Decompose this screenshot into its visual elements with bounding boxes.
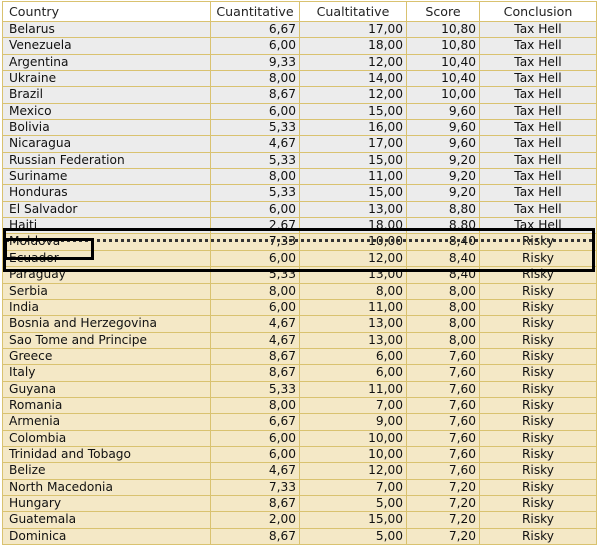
cuantitative-cell[interactable]: 5,33	[211, 382, 300, 398]
table-row	[2, 267, 597, 283]
table-row	[2, 382, 597, 398]
table-row	[2, 398, 597, 414]
cuantitative-cell[interactable]: 6,00	[211, 202, 300, 218]
score-cell[interactable]: 7,20	[407, 480, 480, 496]
cualtitative-cell[interactable]: 15,00	[300, 104, 407, 120]
cualtitative-cell[interactable]: 18,00	[300, 38, 407, 54]
cuantitative-cell[interactable]: 4,67	[211, 136, 300, 152]
country-cell[interactable]: Ukraine	[2, 71, 211, 87]
country-cell[interactable]: Belize	[2, 463, 211, 479]
country-cell[interactable]: Italy	[2, 365, 211, 381]
table-row	[2, 218, 597, 234]
score-cell[interactable]: 8,40	[407, 234, 480, 250]
cuantitative-cell[interactable]: 6,00	[211, 251, 300, 267]
conclusion-cell[interactable]: Risky	[480, 267, 597, 283]
table-row	[2, 55, 597, 71]
country-cell[interactable]: North Macedonia	[2, 480, 211, 496]
cuantitative-cell[interactable]: 5,33	[211, 267, 300, 283]
conclusion-cell[interactable]: Risky	[480, 398, 597, 414]
score-cell[interactable]: 7,60	[407, 447, 480, 463]
table-row	[2, 512, 597, 528]
score-cell[interactable]: 9,20	[407, 169, 480, 185]
cualtitative-cell[interactable]: 10,00	[300, 234, 407, 250]
table-row	[2, 447, 597, 463]
score-cell[interactable]: 7,20	[407, 529, 480, 545]
table-row	[2, 365, 597, 381]
cualtitative-cell[interactable]: 6,00	[300, 349, 407, 365]
table-row	[2, 414, 597, 430]
country-cell[interactable]: Serbia	[2, 284, 211, 300]
tax-ranking-table	[2, 1, 597, 545]
conclusion-cell[interactable]: Risky	[480, 447, 597, 463]
cualtitative-cell[interactable]: 15,00	[300, 153, 407, 169]
score-cell[interactable]: 9,20	[407, 185, 480, 201]
country-cell[interactable]: Sao Tome and Principe	[2, 333, 211, 349]
score-cell[interactable]: 8,00	[407, 316, 480, 332]
table-row	[2, 529, 597, 545]
score-cell[interactable]: 10,80	[407, 22, 480, 38]
score-cell[interactable]: 9,60	[407, 120, 480, 136]
score-cell[interactable]: 7,60	[407, 398, 480, 414]
cuantitative-cell[interactable]: 9,33	[211, 55, 300, 71]
country-cell[interactable]: Greece	[2, 349, 211, 365]
conclusion-cell[interactable]: Risky	[480, 431, 597, 447]
conclusion-cell[interactable]: Tax Hell	[480, 22, 597, 38]
table-row	[2, 71, 597, 87]
conclusion-cell[interactable]: Risky	[480, 284, 597, 300]
cuantitative-cell[interactable]: 6,00	[211, 431, 300, 447]
cualtitative-cell[interactable]: 14,00	[300, 71, 407, 87]
cualtitative-cell[interactable]: 13,00	[300, 267, 407, 283]
country-cell[interactable]: Ecuador	[2, 251, 211, 267]
table-row	[2, 333, 597, 349]
table-body	[2, 22, 597, 545]
cualtitative-cell[interactable]: 12,00	[300, 55, 407, 71]
table-row	[2, 169, 597, 185]
conclusion-cell[interactable]: Tax Hell	[480, 38, 597, 54]
country-cell[interactable]: Honduras	[2, 185, 211, 201]
country-cell[interactable]: Argentina	[2, 55, 211, 71]
cualtitative-cell[interactable]: 12,00	[300, 463, 407, 479]
cualtitative-cell[interactable]: 13,00	[300, 316, 407, 332]
country-cell[interactable]: India	[2, 300, 211, 316]
cuantitative-cell[interactable]: 8,67	[211, 496, 300, 512]
country-cell[interactable]: Bolivia	[2, 120, 211, 136]
conclusion-cell[interactable]: Risky	[480, 529, 597, 545]
conclusion-cell[interactable]: Tax Hell	[480, 136, 597, 152]
conclusion-cell[interactable]: Risky	[480, 316, 597, 332]
cuantitative-cell[interactable]: 4,67	[211, 333, 300, 349]
country-cell[interactable]: Bosnia and Herzegovina	[2, 316, 211, 332]
table-row	[2, 104, 597, 120]
country-cell[interactable]: Venezuela	[2, 38, 211, 54]
cuantitative-cell[interactable]: 5,33	[211, 153, 300, 169]
cualtitative-cell[interactable]: 13,00	[300, 333, 407, 349]
score-cell[interactable]: 8,80	[407, 218, 480, 234]
conclusion-cell[interactable]: Tax Hell	[480, 71, 597, 87]
country-cell[interactable]: Nicaragua	[2, 136, 211, 152]
cualtitative-cell[interactable]: 18,00	[300, 218, 407, 234]
score-cell[interactable]: 7,20	[407, 496, 480, 512]
score-cell[interactable]: 7,60	[407, 414, 480, 430]
score-cell[interactable]: 8,80	[407, 202, 480, 218]
cualtitative-cell[interactable]: 11,00	[300, 300, 407, 316]
conclusion-cell[interactable]: Tax Hell	[480, 153, 597, 169]
country-cell[interactable]: Mexico	[2, 104, 211, 120]
table-row	[2, 185, 597, 201]
conclusion-cell[interactable]: Risky	[480, 349, 597, 365]
table-row	[2, 431, 597, 447]
cuantitative-cell[interactable]: 8,00	[211, 71, 300, 87]
country-cell[interactable]: Romania	[2, 398, 211, 414]
country-cell[interactable]: Haiti	[2, 218, 211, 234]
country-cell[interactable]: Suriname	[2, 169, 211, 185]
country-cell[interactable]: El Salvador	[2, 202, 211, 218]
conclusion-cell[interactable]: Risky	[480, 333, 597, 349]
country-cell[interactable]: Armenia	[2, 414, 211, 430]
cuantitative-cell[interactable]: 4,67	[211, 463, 300, 479]
cuantitative-cell[interactable]: 6,00	[211, 300, 300, 316]
country-cell[interactable]: Russian Federation	[2, 153, 211, 169]
conclusion-cell[interactable]: Risky	[480, 414, 597, 430]
conclusion-cell[interactable]: Tax Hell	[480, 218, 597, 234]
table-row	[2, 202, 597, 218]
table-row	[2, 251, 597, 267]
cuantitative-cell[interactable]: 2,00	[211, 512, 300, 528]
score-cell[interactable]: 8,00	[407, 284, 480, 300]
cualtitative-cell[interactable]: 10,00	[300, 447, 407, 463]
country-cell[interactable]: Brazil	[2, 87, 211, 103]
conclusion-cell[interactable]: Tax Hell	[480, 202, 597, 218]
table-row	[2, 136, 597, 152]
table-row	[2, 316, 597, 332]
table-header-row	[2, 1, 597, 22]
cuantitative-cell[interactable]: 2,67	[211, 218, 300, 234]
conclusion-cell[interactable]: Risky	[480, 234, 597, 250]
score-cell[interactable]: 7,60	[407, 382, 480, 398]
country-cell[interactable]: Guatemala	[2, 512, 211, 528]
table-row	[2, 120, 597, 136]
cualtitative-cell[interactable]: 12,00	[300, 251, 407, 267]
cualtitative-cell[interactable]: 13,00	[300, 202, 407, 218]
header-cualtitative[interactable]: Cualtitative	[300, 1, 407, 22]
cuantitative-cell[interactable]: 8,67	[211, 529, 300, 545]
cualtitative-cell[interactable]: 5,00	[300, 529, 407, 545]
table-row	[2, 463, 597, 479]
country-cell[interactable]: Colombia	[2, 431, 211, 447]
score-cell[interactable]: 7,60	[407, 463, 480, 479]
conclusion-cell[interactable]: Risky	[480, 463, 597, 479]
cualtitative-cell[interactable]: 8,00	[300, 284, 407, 300]
score-cell[interactable]: 10,40	[407, 55, 480, 71]
score-cell[interactable]: 7,20	[407, 512, 480, 528]
cuantitative-cell[interactable]: 6,00	[211, 38, 300, 54]
table-row	[2, 349, 597, 365]
conclusion-cell[interactable]: Risky	[480, 365, 597, 381]
conclusion-cell[interactable]: Risky	[480, 480, 597, 496]
cualtitative-cell[interactable]: 6,00	[300, 365, 407, 381]
score-cell[interactable]: 7,60	[407, 431, 480, 447]
cuantitative-cell[interactable]: 5,33	[211, 185, 300, 201]
cualtitative-cell[interactable]: 11,00	[300, 382, 407, 398]
country-cell[interactable]: Moldova	[2, 234, 211, 250]
cualtitative-cell[interactable]: 17,00	[300, 22, 407, 38]
table-row	[2, 480, 597, 496]
score-cell[interactable]: 7,60	[407, 365, 480, 381]
score-cell[interactable]: 7,60	[407, 349, 480, 365]
cuantitative-cell[interactable]: 8,67	[211, 349, 300, 365]
cuantitative-cell[interactable]: 6,00	[211, 104, 300, 120]
conclusion-cell[interactable]: Risky	[480, 496, 597, 512]
country-cell[interactable]: Hungary	[2, 496, 211, 512]
cualtitative-cell[interactable]: 15,00	[300, 512, 407, 528]
cualtitative-cell[interactable]: 7,00	[300, 480, 407, 496]
country-cell[interactable]: Trinidad and Tobago	[2, 447, 211, 463]
table-row	[2, 284, 597, 300]
cualtitative-cell[interactable]: 15,00	[300, 185, 407, 201]
cualtitative-cell[interactable]: 12,00	[300, 87, 407, 103]
country-cell[interactable]: Dominica	[2, 529, 211, 545]
cuantitative-cell[interactable]: 7,33	[211, 480, 300, 496]
cuantitative-cell[interactable]: 8,67	[211, 87, 300, 103]
header-cuantitative[interactable]: Cuantitative	[211, 1, 300, 22]
conclusion-cell[interactable]: Risky	[480, 300, 597, 316]
score-cell[interactable]: 8,40	[407, 251, 480, 267]
score-cell[interactable]: 10,40	[407, 71, 480, 87]
cuantitative-cell[interactable]: 8,00	[211, 284, 300, 300]
country-cell[interactable]: Belarus	[2, 22, 211, 38]
cuantitative-cell[interactable]: 8,00	[211, 398, 300, 414]
cualtitative-cell[interactable]: 9,00	[300, 414, 407, 430]
table-row	[2, 22, 597, 38]
cuantitative-cell[interactable]: 8,00	[211, 169, 300, 185]
score-cell[interactable]: 10,00	[407, 87, 480, 103]
conclusion-cell[interactable]: Tax Hell	[480, 55, 597, 71]
cuantitative-cell[interactable]: 6,00	[211, 447, 300, 463]
conclusion-cell[interactable]: Tax Hell	[480, 120, 597, 136]
country-cell[interactable]: Paraguay	[2, 267, 211, 283]
conclusion-cell[interactable]: Tax Hell	[480, 87, 597, 103]
score-cell[interactable]: 9,60	[407, 136, 480, 152]
score-cell[interactable]: 8,00	[407, 300, 480, 316]
score-cell[interactable]: 10,80	[407, 38, 480, 54]
header-country[interactable]: Country	[2, 1, 211, 22]
score-cell[interactable]: 8,00	[407, 333, 480, 349]
header-conclusion[interactable]: Conclusion	[480, 1, 597, 22]
cuantitative-cell[interactable]: 8,67	[211, 365, 300, 381]
cualtitative-cell[interactable]: 7,00	[300, 398, 407, 414]
conclusion-cell[interactable]: Risky	[480, 512, 597, 528]
cuantitative-cell[interactable]: 6,67	[211, 22, 300, 38]
table-row	[2, 300, 597, 316]
cualtitative-cell[interactable]: 10,00	[300, 431, 407, 447]
cualtitative-cell[interactable]: 5,00	[300, 496, 407, 512]
score-cell[interactable]: 9,60	[407, 104, 480, 120]
score-cell[interactable]: 9,20	[407, 153, 480, 169]
cuantitative-cell[interactable]: 4,67	[211, 316, 300, 332]
conclusion-cell[interactable]: Risky	[480, 251, 597, 267]
cuantitative-cell[interactable]: 5,33	[211, 120, 300, 136]
cualtitative-cell[interactable]: 11,00	[300, 169, 407, 185]
cualtitative-cell[interactable]: 17,00	[300, 136, 407, 152]
table-row	[2, 496, 597, 512]
cualtitative-cell[interactable]: 16,00	[300, 120, 407, 136]
table-row	[2, 153, 597, 169]
table-row	[2, 38, 597, 54]
conclusion-cell[interactable]: Tax Hell	[480, 185, 597, 201]
conclusion-cell[interactable]: Risky	[480, 382, 597, 398]
cuantitative-cell[interactable]: 7,33	[211, 234, 300, 250]
score-cell[interactable]: 8,40	[407, 267, 480, 283]
cuantitative-cell[interactable]: 6,67	[211, 414, 300, 430]
country-cell[interactable]: Guyana	[2, 382, 211, 398]
table-row	[2, 87, 597, 103]
table-row	[2, 234, 597, 250]
conclusion-cell[interactable]: Tax Hell	[480, 104, 597, 120]
header-score[interactable]: Score	[407, 1, 480, 22]
conclusion-cell[interactable]: Tax Hell	[480, 169, 597, 185]
